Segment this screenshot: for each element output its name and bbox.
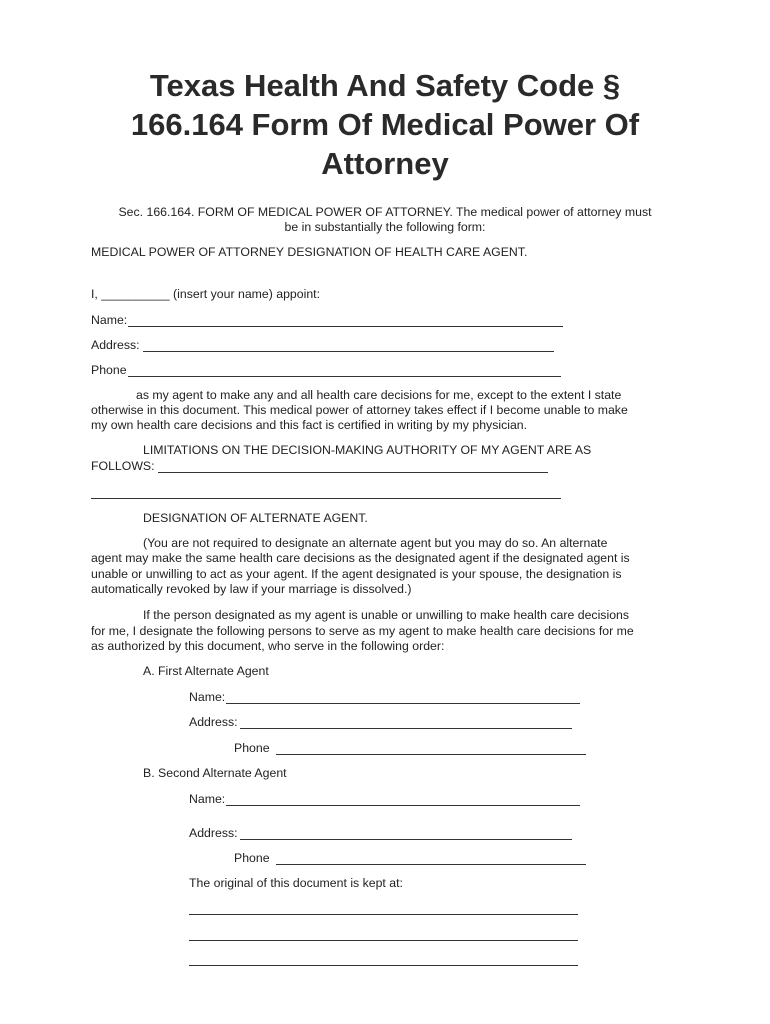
alternate-p-line-1: If the person designated as my agent is unable or unwilling to make health care decisions [143, 608, 630, 622]
first-alt-address-label: Address: [189, 715, 238, 729]
second-alt-address-label: Address: [189, 826, 238, 840]
alternate-p-line-2: for me, I designate the following persons to serve as my agent to make health care decisions for me [91, 624, 634, 638]
limitations-line-1: LIMITATIONS ON THE DECISION-MAKING AUTHORITY OF MY AGENT ARE AS [143, 443, 592, 457]
original-kept-field-2[interactable] [189, 940, 578, 941]
authority-line-3: my own health care decisions and this fact is certified in writing by my physician. [91, 418, 528, 432]
agent-address-label: Address: [91, 338, 140, 352]
first-alt-heading: A. First Alternate Agent [143, 664, 269, 678]
agent-phone-field[interactable] [128, 376, 561, 377]
page-title: Texas Health And Safety Code § 166.164 Form Of Medical Power Of Attorney [130, 68, 640, 181]
first-alt-phone-field[interactable] [276, 754, 586, 755]
alternate-note-line-4: automatically revoked by law if your marriage is dissolved.) [91, 582, 412, 596]
limitations-field-1[interactable] [158, 472, 548, 473]
limitations-line-2: FOLLOWS: [91, 459, 155, 473]
authority-line-1: as my agent to make any and all health care decisions for me, except to the extent I state [136, 388, 622, 402]
second-alt-address-field[interactable] [240, 839, 572, 840]
agent-address-field[interactable] [143, 351, 554, 352]
first-alt-address-field[interactable] [240, 728, 572, 729]
first-alt-name-field[interactable] [226, 703, 580, 704]
original-kept-label: The original of this document is kept at: [189, 876, 403, 890]
agent-name-label: Name: [91, 313, 128, 327]
second-alt-phone-label: Phone [234, 851, 270, 865]
authority-line-2: otherwise in this document. This medical power of attorney takes effect if I become unable to make [91, 403, 628, 417]
alternate-note-line-3: unable or unwilling to act as your agent. If the agent designated is your spouse, the designation is [91, 567, 622, 581]
alternate-note-line-2: agent may make the same health care decisions as the designated agent if the designated agent is [91, 551, 630, 565]
first-alt-name-label: Name: [189, 690, 226, 704]
intro-line-1: Sec. 166.164. FORM OF MEDICAL POWER OF ATTORNEY. The medical power of attorney must [118, 205, 652, 219]
intro-line-2: be in substantially the following form: [284, 220, 486, 234]
second-alt-name-label: Name: [189, 792, 226, 806]
limitations-field-2[interactable] [91, 498, 561, 499]
designation-heading: MEDICAL POWER OF ATTORNEY DESIGNATION OF HEALTH CARE AGENT. [91, 245, 528, 259]
appoint-line: I, __________ (insert your name) appoint: [91, 287, 321, 301]
second-alt-phone-field[interactable] [276, 864, 586, 865]
original-kept-field-3[interactable] [189, 965, 578, 966]
alternate-p-line-3: as authorized by this document, who serve in the following order: [91, 639, 445, 653]
first-alt-phone-label: Phone [234, 741, 270, 755]
alternate-heading: DESIGNATION OF ALTERNATE AGENT. [143, 511, 368, 525]
second-alt-heading: B. Second Alternate Agent [143, 766, 287, 780]
second-alt-name-field[interactable] [226, 805, 580, 806]
original-kept-field-1[interactable] [189, 914, 578, 915]
alternate-note-line-1: (You are not required to designate an alternate agent but you may do so. An alternate [143, 536, 608, 550]
agent-name-field[interactable] [128, 326, 563, 327]
agent-phone-label: Phone [91, 363, 127, 377]
